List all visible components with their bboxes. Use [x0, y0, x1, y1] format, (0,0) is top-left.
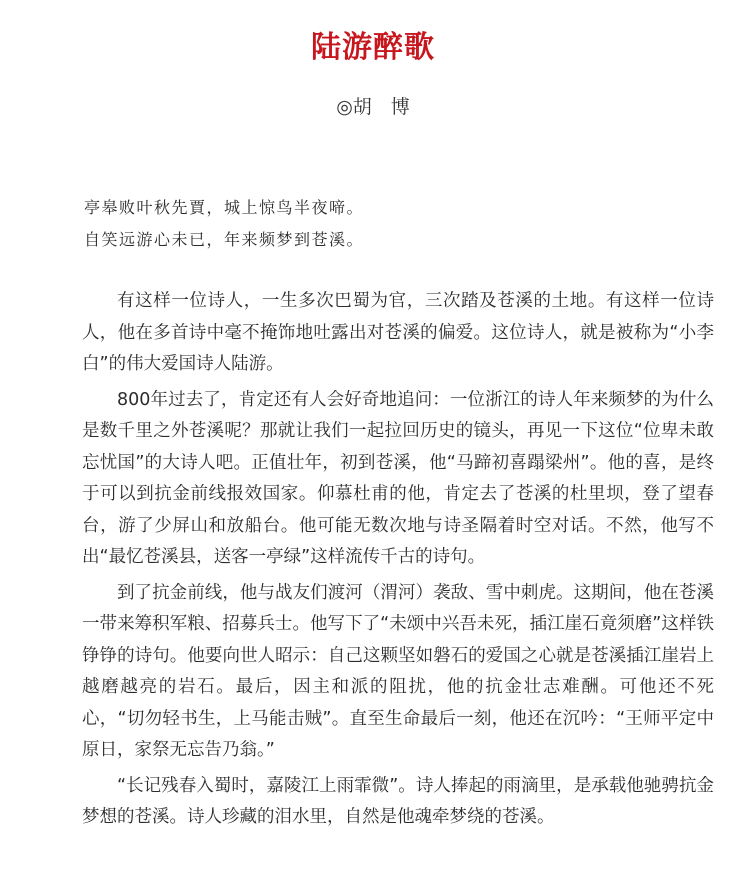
article-title: 陆游醉歌: [311, 30, 435, 65]
poem-line: 自笑远游心未已，年来频梦到苍溪。: [84, 230, 365, 249]
body-paragraph: 有这样一位诗人，一生多次巴蜀为官，三次踏及苍溪的土地。有这样一位诗人，他在多首诗中毫不掩饰地吐露出对苍溪的偏爱。这位诗人，就是被称为“小李白”的伟大爱国诗人陆游。: [82, 291, 714, 374]
poem-block: [84, 192, 704, 256]
article-body: [82, 286, 714, 834]
body-paragraph: 800年过去了，肯定还有人会好奇地追问：一位浙江的诗人年来频梦的为什么是数千里之外苍溪呢？那就让我们一起拉回历史的镜头，再见一下这位“位卑未敢忘忧国”的大诗人吧。正值壮年，初到苍溪，他“马蹄初喜蹋梁州”。他的喜，是终于可以到抗金前线报效国家。仰慕杜甫的他，肯定去了苍溪的杜里坝，登了望春台，游了少屏山和放船台。他可能无数次地与诗圣隔着时空对话。不然，他写不出“最忆苍溪县，送客一亭绿”这样流传千古的诗句。: [82, 389, 714, 567]
body-paragraph: 到了抗金前线，他与战友们渡河（渭河）袭敌、雪中刺虎。这期间，他在苍溪一带来筹积军粮、招募兵士。他写下了“未颂中兴吾未死，插江崖石竟须磨”这样铁铮铮的诗句。他要向世人昭示：自己这颗坚如磐石的爱国之心就是苍溪插江崖岩上越磨越亮的岩石。最后，因主和派的阻扰，他的抗金壮志难酬。可他还不死心，“切勿轻书生，上马能击贼”。直至生命最后一刻，他还在沉吟：“王师平定中原日，家祭无忘告乃翁。”: [82, 582, 714, 760]
poem-line: 亭皋败叶秋先賈，城上惊鸟半夜啼。: [84, 198, 365, 217]
author-byline: ◎胡 博: [336, 96, 410, 118]
body-paragraph: “长记残春入蜀时，嘉陵江上雨霏微”。诗人捧起的雨滴里，是承载他驰骋抗金梦想的苍溪。诗人珍藏的泪水里，自然是他魂牵梦绕的苍溪。: [82, 775, 714, 827]
